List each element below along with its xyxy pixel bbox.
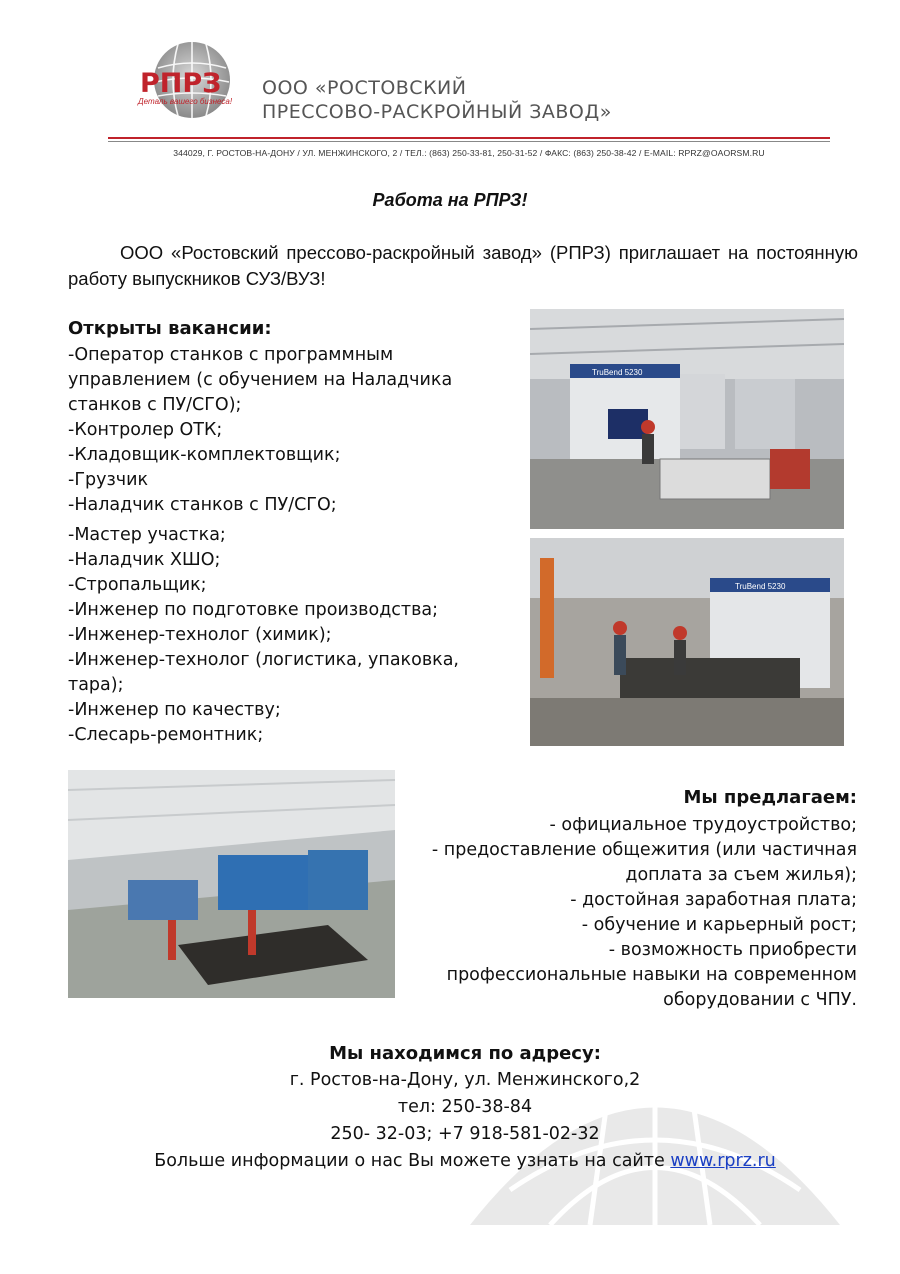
address-more-info (0, 1148, 900, 1175)
machine-label: TruBend 5230 (592, 368, 643, 377)
company-name (262, 76, 612, 124)
list-item: -Инженер по подготовке производства; (68, 600, 439, 620)
list-item: -Оператор станков с программным (68, 345, 394, 365)
list-item: управлением (с обучением на Наладчика (68, 370, 453, 390)
globe-logo-icon (130, 38, 250, 126)
offer-list (400, 813, 857, 1013)
list-item: -Наладчик станков с ПУ/СГО; (68, 495, 337, 515)
logo-text: РПРЗ (140, 68, 222, 99)
list-item: -Инженер по качеству; (68, 700, 281, 720)
header-divider-gray (108, 141, 830, 142)
list-item: -Слесарь-ремонтник; (68, 725, 264, 745)
website-link[interactable]: www.rprz.ru (670, 1151, 776, 1171)
address-phone1: тел: 250-38-84 (397, 1097, 533, 1117)
address-title: Мы находимся по адресу: (329, 1043, 601, 1064)
vacancies-title: Открыты вакансии: (68, 318, 272, 339)
machine-label: TruBend 5230 (735, 582, 786, 591)
vacancies-list (68, 343, 508, 748)
list-item: тара); (68, 675, 124, 695)
list-item: доплата за съем жилья); (625, 865, 857, 885)
company-name-line1: ООО «РОСТОВСКИЙ (262, 77, 467, 99)
list-item: -Инженер-технолог (логистика, упаковка, (68, 650, 459, 670)
more-info-text: Больше информации о нас Вы можете узнать на сайте (154, 1151, 671, 1171)
factory-photo-3 (68, 770, 395, 998)
address-block (0, 1040, 900, 1175)
list-item: -Инженер-технолог (химик); (68, 625, 332, 645)
list-item: -Мастер участка; (68, 525, 226, 545)
list-item: - предоставление общежития (или частичная (431, 840, 857, 860)
company-logo (130, 38, 250, 126)
factory-photo-1 (530, 309, 844, 529)
list-item: оборудовании с ЧПУ. (663, 990, 857, 1010)
offer-title: Мы предлагаем: (683, 787, 857, 808)
page-title: Работа на РПРЗ! (372, 190, 528, 210)
logo-slogan: Деталь вашего бизнеса! (138, 97, 233, 106)
factory-photo-2 (530, 538, 844, 746)
list-item: -Контролер ОТК; (68, 420, 223, 440)
intro-paragraph: ООО «Ростовский прессово-раскройный завод» (РПРЗ) приглашает на постоянную работу выпускников СУЗ/ВУЗ! (68, 242, 858, 289)
list-item: -Грузчик (68, 470, 149, 490)
list-item: - обучение и карьерный рост; (581, 915, 857, 935)
list-item: профессиональные навыки на современном (446, 965, 857, 985)
header-contacts: 344029, Г. РОСТОВ-НА-ДОНУ / УЛ. МЕНЖИНСКОГО, 2 / ТЕЛ.: (863) 250-33-81, 250-31-52 / ФАКС: (863) 250-38-42 / E-MAIL: RPRZ@OAORSM.RU (173, 148, 765, 158)
address-phone2: 250- 32-03; +7 918-581-02-32 (330, 1124, 600, 1144)
address-street: г. Ростов-на-Дону, ул. Менжинского,2 (289, 1070, 641, 1090)
header-divider-red (108, 137, 830, 139)
list-item: - достойная заработная плата; (570, 890, 857, 910)
list-item: -Стропальщик; (68, 575, 207, 595)
list-item: -Наладчик ХШО; (68, 550, 221, 570)
list-item: - возможность приобрести (608, 940, 857, 960)
list-item: станков с ПУ/СГО); (68, 395, 242, 415)
list-item: - официальное трудоустройство; (549, 815, 857, 835)
company-name-line2: ПРЕССОВО-РАСКРОЙНЫЙ ЗАВОД» (262, 101, 612, 123)
list-item: -Кладовщик-комплектовщик; (68, 445, 341, 465)
